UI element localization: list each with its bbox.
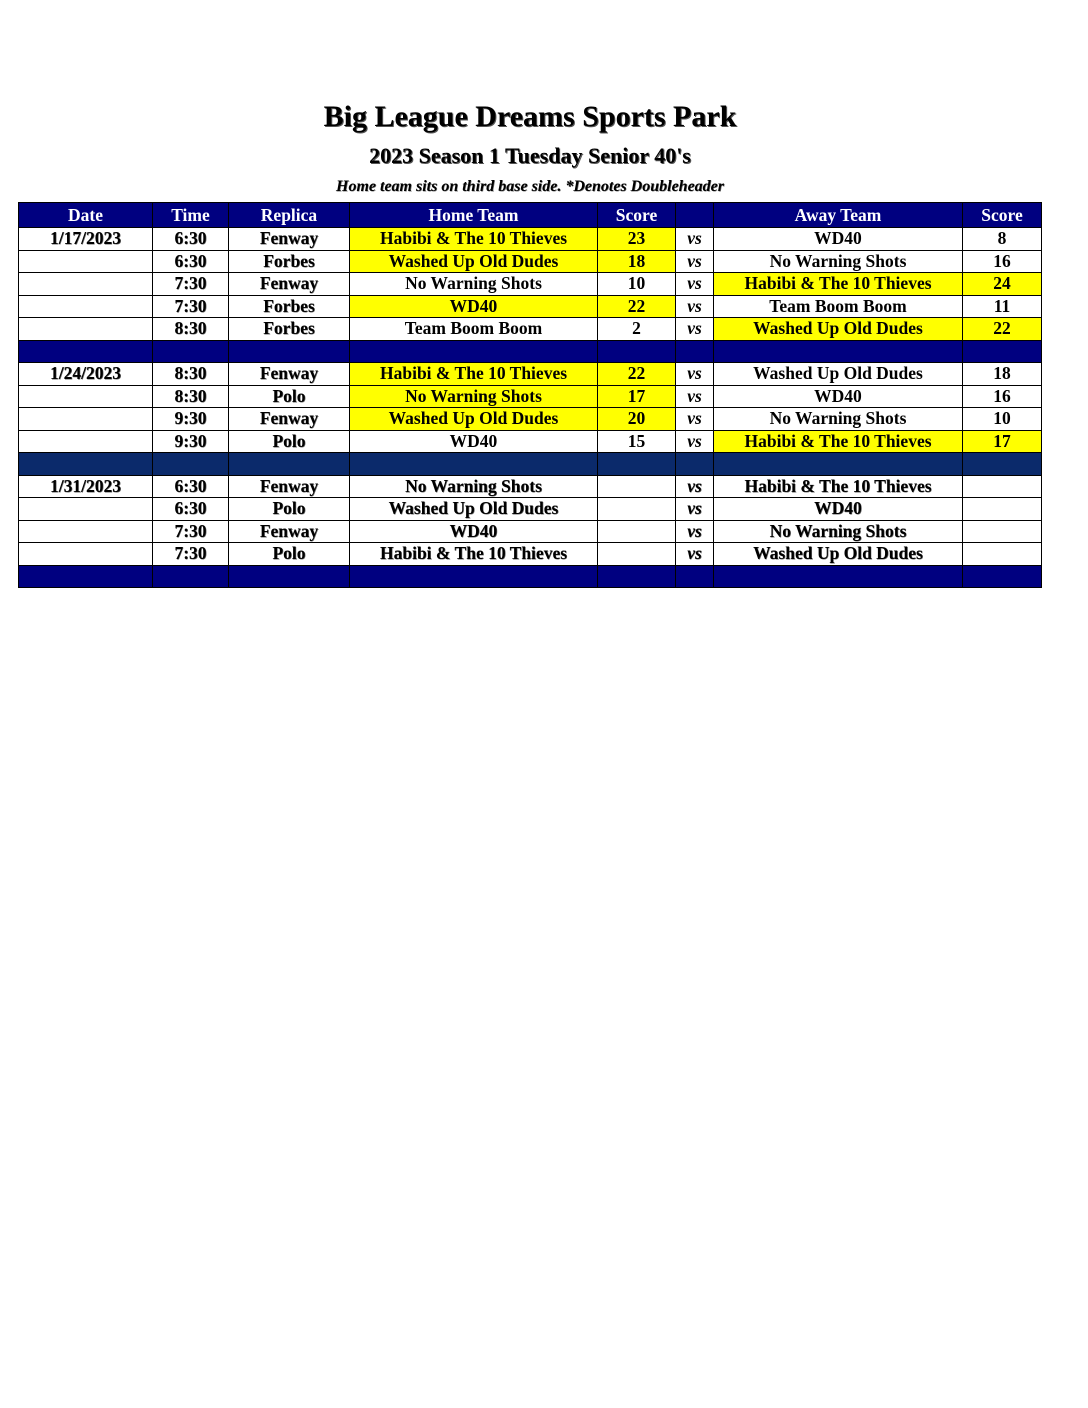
date-cell [19,520,153,543]
home-score-cell: 2 [598,318,676,341]
time-cell: 7:30 [153,543,229,566]
home-score-cell: 22 [598,363,676,386]
away-team-cell: No Warning Shots [714,250,963,273]
time-cell: 6:30 [153,475,229,498]
vs-cell: vs [676,228,714,251]
away-score-cell [963,475,1042,498]
separator-cell [350,453,598,476]
time-cell: 7:30 [153,295,229,318]
separator-cell [229,453,350,476]
separator-cell [598,453,676,476]
away-score-cell [963,543,1042,566]
away-team-cell: Habibi & The 10 Thieves [714,273,963,296]
home-team-cell: Habibi & The 10 Thieves [350,363,598,386]
time-cell: 7:30 [153,273,229,296]
replica-cell: Fenway [229,273,350,296]
separator-cell [153,565,229,588]
time-cell: 7:30 [153,520,229,543]
table-row [19,363,1042,386]
page-subtitle: 2023 Season 1 Tuesday Senior 40's [369,143,691,168]
vs-cell: vs [676,363,714,386]
vs-cell: vs [676,475,714,498]
vs-cell: vs [676,430,714,453]
away-team-cell: WD40 [714,228,963,251]
date-cell: 1/31/2023 [19,475,153,498]
replica-cell: Fenway [229,363,350,386]
replica-cell: Polo [229,430,350,453]
home-team-cell: WD40 [350,520,598,543]
date-cell [19,318,153,341]
away-team-cell: No Warning Shots [714,520,963,543]
date-cell [19,498,153,521]
separator-row [19,565,1042,588]
separator-row [19,340,1042,363]
table-row [19,543,1042,566]
date-cell [19,295,153,318]
separator-cell [598,340,676,363]
table-row [19,228,1042,251]
separator-cell [714,453,963,476]
schedule-table [18,202,1042,588]
date-cell: 1/24/2023 [19,363,153,386]
date-cell [19,273,153,296]
replica-cell: Forbes [229,250,350,273]
away-team-cell: WD40 [714,385,963,408]
vs-cell: vs [676,520,714,543]
home-team-cell: No Warning Shots [350,385,598,408]
home-team-cell: No Warning Shots [350,475,598,498]
table-row [19,475,1042,498]
home-score-cell: 18 [598,250,676,273]
separator-cell [229,340,350,363]
col-header-away-team: Away Team [714,203,963,228]
table-header-row [19,203,1042,228]
separator-cell [963,340,1042,363]
home-team-cell: WD40 [350,430,598,453]
col-header-time: Time [153,203,229,228]
vs-cell: vs [676,295,714,318]
vs-cell: vs [676,250,714,273]
away-score-cell: 10 [963,408,1042,431]
home-team-cell: Habibi & The 10 Thieves [350,543,598,566]
home-score-cell: 20 [598,408,676,431]
separator-cell [19,565,153,588]
table-row [19,273,1042,296]
vs-cell: vs [676,385,714,408]
away-score-cell: 16 [963,385,1042,408]
separator-cell [676,565,714,588]
col-header-replica: Replica [229,203,350,228]
table-row [19,498,1042,521]
separator-cell [714,565,963,588]
replica-cell: Polo [229,498,350,521]
separator-cell [350,565,598,588]
time-cell: 8:30 [153,363,229,386]
separator-cell [153,453,229,476]
time-cell: 8:30 [153,318,229,341]
vs-cell: vs [676,273,714,296]
page-title: Big League Dreams Sports Park [323,100,737,133]
table-row [19,385,1042,408]
home-score-cell [598,475,676,498]
away-score-cell: 11 [963,295,1042,318]
home-team-cell: Washed Up Old Dudes [350,250,598,273]
away-team-cell: Washed Up Old Dudes [714,318,963,341]
home-score-cell: 10 [598,273,676,296]
separator-cell [676,453,714,476]
away-score-cell: 8 [963,228,1042,251]
separator-cell [19,453,153,476]
separator-cell [598,565,676,588]
time-cell: 6:30 [153,250,229,273]
separator-cell [714,340,963,363]
away-team-cell: Habibi & The 10 Thieves [714,475,963,498]
schedule-note: Home team sits on third base side. *Denotes Doubleheader [336,178,724,195]
replica-cell: Polo [229,543,350,566]
separator-cell [153,340,229,363]
table-row [19,430,1042,453]
home-score-cell [598,520,676,543]
date-cell [19,408,153,431]
away-score-cell: 22 [963,318,1042,341]
separator-cell [963,565,1042,588]
away-score-cell: 17 [963,430,1042,453]
home-team-cell: Team Boom Boom [350,318,598,341]
home-team-cell: Habibi & The 10 Thieves [350,228,598,251]
away-score-cell [963,498,1042,521]
home-score-cell: 15 [598,430,676,453]
away-team-cell: Washed Up Old Dudes [714,363,963,386]
replica-cell: Forbes [229,318,350,341]
home-score-cell: 23 [598,228,676,251]
vs-cell: vs [676,408,714,431]
home-team-cell: Washed Up Old Dudes [350,498,598,521]
date-cell: 1/17/2023 [19,228,153,251]
table-row [19,318,1042,341]
time-cell: 8:30 [153,385,229,408]
away-team-cell: Habibi & The 10 Thieves [714,430,963,453]
col-header-date: Date [19,203,153,228]
date-cell [19,250,153,273]
separator-cell [229,565,350,588]
replica-cell: Fenway [229,228,350,251]
away-score-cell: 16 [963,250,1042,273]
col-header-home-team: Home Team [350,203,598,228]
time-cell: 9:30 [153,430,229,453]
separator-cell [676,340,714,363]
time-cell: 6:30 [153,228,229,251]
date-cell [19,543,153,566]
home-score-cell: 17 [598,385,676,408]
away-score-cell: 24 [963,273,1042,296]
replica-cell: Fenway [229,520,350,543]
home-team-cell: Washed Up Old Dudes [350,408,598,431]
away-team-cell: Washed Up Old Dudes [714,543,963,566]
away-team-cell: Team Boom Boom [714,295,963,318]
away-score-cell [963,520,1042,543]
date-cell [19,430,153,453]
separator-cell [19,340,153,363]
col-header-away-score: Score [963,203,1042,228]
col-header-vs [676,203,714,228]
vs-cell: vs [676,498,714,521]
away-team-cell: No Warning Shots [714,408,963,431]
separator-cell [963,453,1042,476]
time-cell: 9:30 [153,408,229,431]
home-team-cell: No Warning Shots [350,273,598,296]
schedule-body [19,228,1042,588]
home-score-cell [598,498,676,521]
home-team-cell: WD40 [350,295,598,318]
vs-cell: vs [676,318,714,341]
col-header-home-score: Score [598,203,676,228]
date-cell [19,385,153,408]
replica-cell: Fenway [229,475,350,498]
table-row [19,250,1042,273]
vs-cell: vs [676,543,714,566]
table-row [19,408,1042,431]
home-score-cell: 22 [598,295,676,318]
separator-row [19,453,1042,476]
away-score-cell: 18 [963,363,1042,386]
table-row [19,295,1042,318]
replica-cell: Forbes [229,295,350,318]
separator-cell [350,340,598,363]
time-cell: 6:30 [153,498,229,521]
replica-cell: Polo [229,385,350,408]
away-team-cell: WD40 [714,498,963,521]
table-row [19,520,1042,543]
home-score-cell [598,543,676,566]
replica-cell: Fenway [229,408,350,431]
